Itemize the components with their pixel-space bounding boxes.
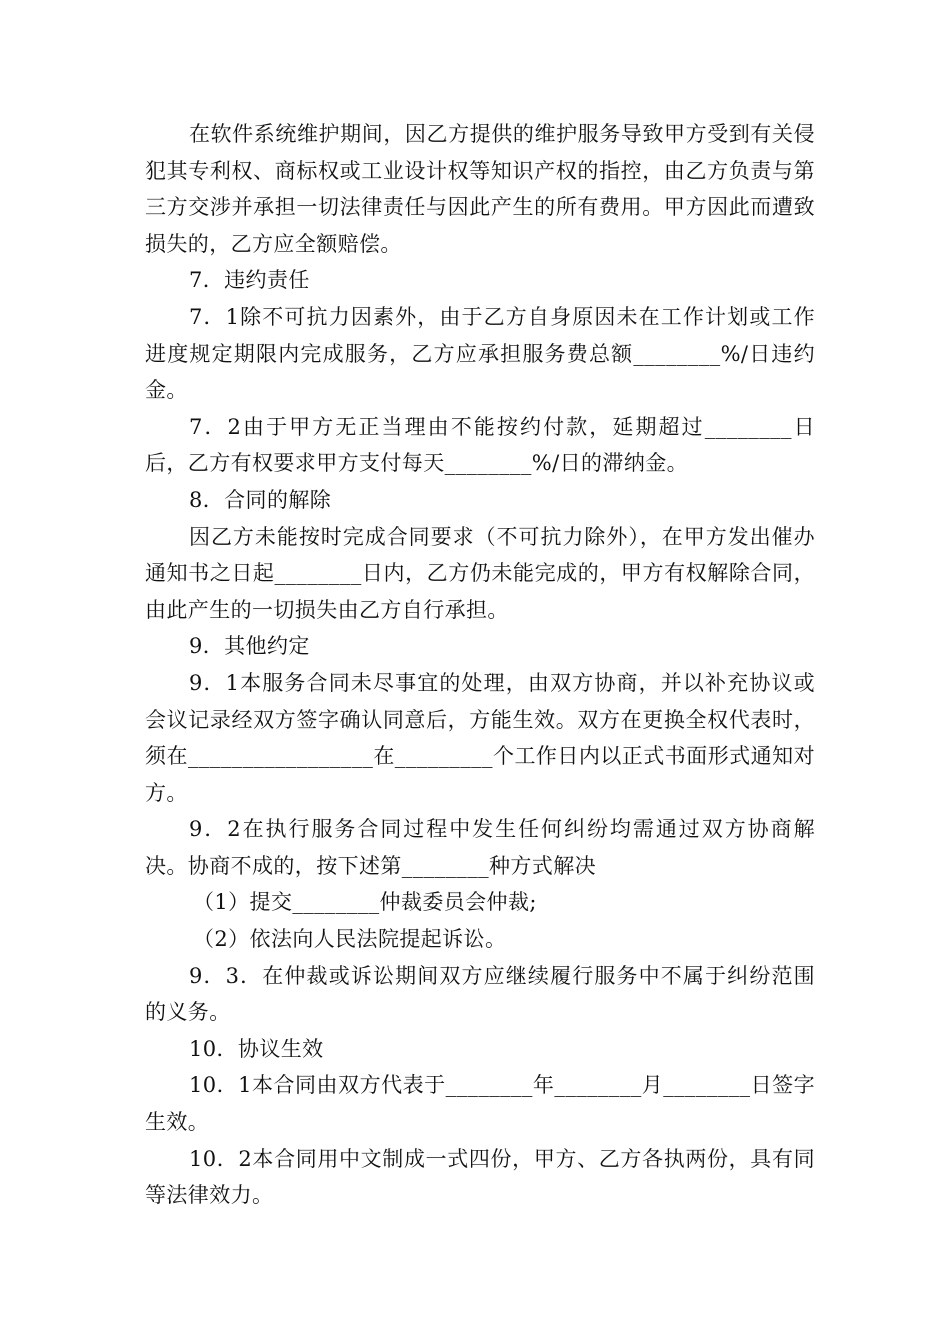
option-litigation: （2）依法向人民法院提起诉讼。 [193, 927, 507, 952]
paragraph-ip-liability: 在软件系统维护期间，因乙方提供的维护服务导致甲方受到有关侵犯其专利权、商标权或工业设计权等知识产权的指控，由乙方负责与第三方交涉并承担一切法律责任与因此产生的所有费用。甲方因此而遭致损失的，乙方应全额赔偿。 [145, 122, 815, 256]
clause-9-3: 9．3．在仲裁或诉讼期间双方应继续履行服务中不属于纠纷范围的义务。 [145, 963, 815, 1025]
heading-breach-liability: 7．违约责任 [189, 268, 310, 293]
option-arbitration: （1）提交________仲裁委员会仲裁; [193, 890, 537, 915]
clause-7-1: 7．1除不可抗力因素外，由于乙方自身原因未在工作计划或工作进度规定期限内完成服务，乙方应承担服务费总额________%/日违约金。 [145, 304, 815, 403]
heading-contract-termination: 8．合同的解除 [189, 487, 332, 512]
heading-agreement-effective: 10．协议生效 [189, 1036, 324, 1061]
clause-9-1: 9．1本服务合同未尽事宜的处理，由双方协商，并以补充协议或会议记录经双方签字确认同意后，方能生效。双方在更换全权代表时，须在_________________在_________个工作日内以正式书面形式通知对方。 [145, 670, 815, 805]
clause-7-2: 7．2由于甲方无正当理由不能按约付款，延期超过________日后，乙方有权要求甲方支付每天________%/日的滞纳金。 [145, 414, 815, 476]
clause-9-2: 9．2在执行服务合同过程中发生任何纠纷均需通过双方协商解决。协商不成的，按下述第________种方式解决 [145, 817, 815, 878]
clause-10-2: 10．2本合同用中文制成一式四份，甲方、乙方各执两份，具有同等法律效力。 [145, 1146, 815, 1208]
heading-other-agreements: 9．其他约定 [189, 634, 310, 659]
paragraph-termination: 因乙方未能按时完成合同要求（不可抗力除外），在甲方发出催办通知书之日起________日内，乙方仍未能完成的，甲方有权解除合同，由此产生的一切损失由乙方自行承担。 [145, 524, 815, 622]
clause-10-1: 10．1本合同由双方代表于________年________月________日签字生效。 [145, 1073, 815, 1135]
document-body [145, 116, 815, 1214]
